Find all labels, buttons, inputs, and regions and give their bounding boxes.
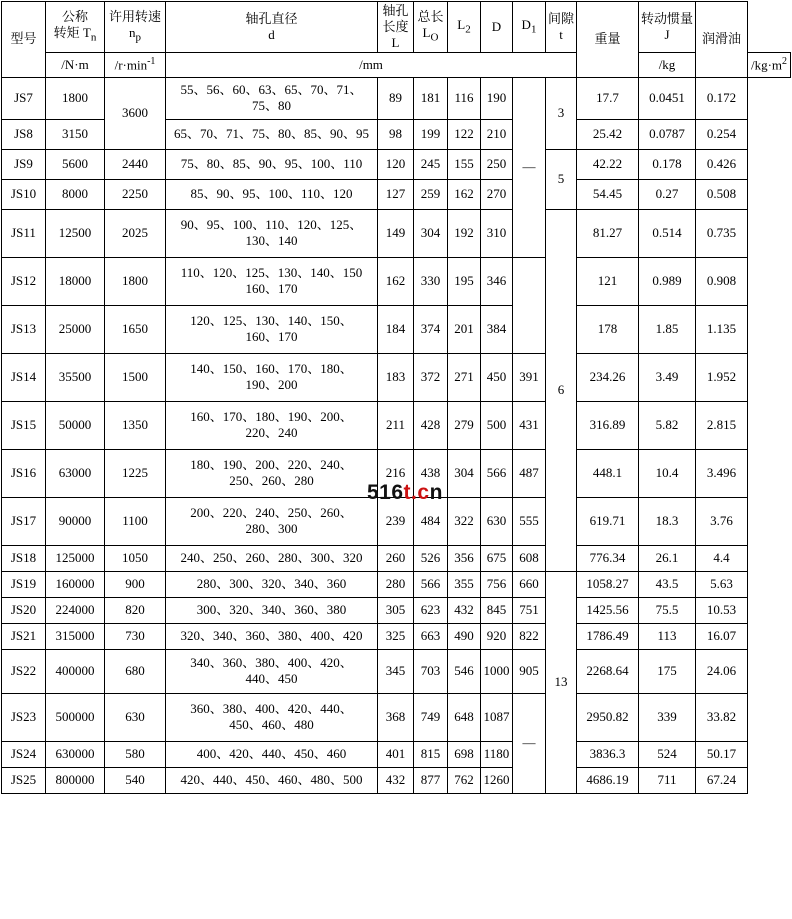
cell-weight: 25.42 (577, 119, 639, 149)
cell-speed: 1650 (105, 305, 166, 353)
cell-d: 450 (481, 353, 513, 401)
cell-l2: 546 (448, 649, 481, 693)
cell-speed: 2250 (105, 179, 166, 209)
cell-speed: 540 (105, 767, 166, 793)
spec-sheet (0, 1, 792, 919)
cell-oil: 0.508 (696, 179, 748, 209)
cell-weight: 54.45 (577, 179, 639, 209)
cell-oil: 0.735 (696, 209, 748, 257)
cell-speed: 2440 (105, 149, 166, 179)
cell-torque: 35500 (46, 353, 105, 401)
cell-inertia: 26.1 (639, 545, 696, 571)
cell-torque: 400000 (46, 649, 105, 693)
cell-weight: 1786.49 (577, 623, 639, 649)
table-row (2, 693, 791, 741)
table-row (2, 209, 791, 257)
cell-total-length: 484 (414, 497, 448, 545)
cell-oil: 4.4 (696, 545, 748, 571)
table-row (2, 649, 791, 693)
col-header-inertia: 转动惯量 J (639, 2, 696, 53)
cell-model: JS20 (2, 597, 46, 623)
cell-l2: 762 (448, 767, 481, 793)
cell-weight: 2950.82 (577, 693, 639, 741)
cell-total-length: 566 (414, 571, 448, 597)
cell-d: 500 (481, 401, 513, 449)
cell-gap: 5 (546, 149, 577, 209)
cell-d: 675 (481, 545, 513, 571)
cell-bore-length: 89 (378, 77, 414, 119)
cell-bore-length: 183 (378, 353, 414, 401)
unit-weight: /kg (639, 52, 696, 77)
cell-d1: — (513, 77, 546, 257)
cell-d: 920 (481, 623, 513, 649)
cell-bore-diameter: 300、320、340、360、380 (166, 597, 378, 623)
cell-oil: 50.17 (696, 741, 748, 767)
cell-bore-length: 280 (378, 571, 414, 597)
cell-total-length: 304 (414, 209, 448, 257)
cell-model: JS22 (2, 649, 46, 693)
cell-oil: 10.53 (696, 597, 748, 623)
cell-model: JS13 (2, 305, 46, 353)
cell-d: 566 (481, 449, 513, 497)
cell-speed: 1350 (105, 401, 166, 449)
cell-d1: 905 (513, 649, 546, 693)
table-head (2, 2, 791, 78)
cell-total-length: 181 (414, 77, 448, 119)
cell-bore-length: 127 (378, 179, 414, 209)
cell-speed: 1100 (105, 497, 166, 545)
table-row (2, 741, 791, 767)
cell-bore-length: 162 (378, 257, 414, 305)
cell-bore-diameter: 360、380、400、420、440、 450、460、480 (166, 693, 378, 741)
cell-torque: 315000 (46, 623, 105, 649)
cell-bore-length: 260 (378, 545, 414, 571)
cell-bore-length: 239 (378, 497, 414, 545)
table-row (2, 305, 791, 353)
cell-oil: 0.254 (696, 119, 748, 149)
cell-weight: 42.22 (577, 149, 639, 179)
col-header-bore-length: 轴孔 长度L (378, 2, 414, 53)
cell-total-length: 372 (414, 353, 448, 401)
cell-torque: 160000 (46, 571, 105, 597)
cell-oil: 16.07 (696, 623, 748, 649)
cell-total-length: 374 (414, 305, 448, 353)
table-row (2, 257, 791, 305)
cell-d: 190 (481, 77, 513, 119)
cell-l2: 279 (448, 401, 481, 449)
cell-d1: 555 (513, 497, 546, 545)
cell-bore-length: 98 (378, 119, 414, 149)
col-header-bore-diameter: 轴孔直径 d (166, 2, 378, 53)
cell-torque: 125000 (46, 545, 105, 571)
cell-weight: 121 (577, 257, 639, 305)
cell-d1: 391 (513, 353, 546, 401)
col-header-oil: 润滑油 (696, 2, 748, 78)
cell-speed: 680 (105, 649, 166, 693)
table-row (2, 767, 791, 793)
cell-bore-diameter: 65、70、71、75、80、85、90、95 (166, 119, 378, 149)
cell-total-length: 623 (414, 597, 448, 623)
cell-d: 346 (481, 257, 513, 305)
cell-total-length: 703 (414, 649, 448, 693)
cell-torque: 63000 (46, 449, 105, 497)
col-header-speed: 许用转速 $n_p$ (105, 2, 166, 53)
cell-torque: 224000 (46, 597, 105, 623)
cell-bore-length: 184 (378, 305, 414, 353)
cell-total-length: 199 (414, 119, 448, 149)
cell-l2: 648 (448, 693, 481, 741)
cell-l2: 201 (448, 305, 481, 353)
cell-speed: 580 (105, 741, 166, 767)
cell-oil: 0.172 (696, 77, 748, 119)
cell-model: JS8 (2, 119, 46, 149)
cell-d: 310 (481, 209, 513, 257)
cell-speed: 3600 (105, 77, 166, 149)
col-header-model: 型号 (2, 2, 46, 78)
cell-weight: 81.27 (577, 209, 639, 257)
cell-bore-diameter: 180、190、200、220、240、 250、260、280 (166, 449, 378, 497)
cell-torque: 8000 (46, 179, 105, 209)
col-header-torque: 公称 转矩 $T_n$ (46, 2, 105, 53)
table-row (2, 597, 791, 623)
cell-weight: 4686.19 (577, 767, 639, 793)
cell-inertia: 1.85 (639, 305, 696, 353)
cell-model: JS16 (2, 449, 46, 497)
cell-total-length: 245 (414, 149, 448, 179)
table-row (2, 149, 791, 179)
cell-torque: 630000 (46, 741, 105, 767)
cell-total-length: 259 (414, 179, 448, 209)
cell-oil: 5.63 (696, 571, 748, 597)
cell-d1: — (513, 693, 546, 793)
cell-bore-diameter: 280、300、320、340、360 (166, 571, 378, 597)
unit-row (2, 52, 791, 77)
cell-inertia: 43.5 (639, 571, 696, 597)
cell-inertia: 18.3 (639, 497, 696, 545)
cell-l2: 116 (448, 77, 481, 119)
cell-gap: 13 (546, 571, 577, 793)
cell-bore-length: 305 (378, 597, 414, 623)
cell-bore-length: 149 (378, 209, 414, 257)
cell-model: JS25 (2, 767, 46, 793)
cell-d: 756 (481, 571, 513, 597)
cell-torque: 500000 (46, 693, 105, 741)
cell-oil: 1.135 (696, 305, 748, 353)
cell-bore-length: 345 (378, 649, 414, 693)
cell-weight: 178 (577, 305, 639, 353)
table-row (2, 179, 791, 209)
cell-oil: 3.496 (696, 449, 748, 497)
cell-d: 1087 (481, 693, 513, 741)
cell-oil: 2.815 (696, 401, 748, 449)
col-header-total-length: 总长 $L_O$ (414, 2, 448, 53)
header-row (2, 2, 791, 53)
cell-speed: 1050 (105, 545, 166, 571)
cell-inertia: 339 (639, 693, 696, 741)
cell-total-length: 438 (414, 449, 448, 497)
cell-speed: 730 (105, 623, 166, 649)
cell-speed: 2025 (105, 209, 166, 257)
cell-bore-diameter: 110、120、125、130、140、150 160、170 (166, 257, 378, 305)
cell-d1: 822 (513, 623, 546, 649)
cell-oil: 24.06 (696, 649, 748, 693)
cell-inertia: 175 (639, 649, 696, 693)
cell-weight: 619.71 (577, 497, 639, 545)
cell-oil: 1.952 (696, 353, 748, 401)
cell-bore-length: 211 (378, 401, 414, 449)
col-header-d1: $D_1$ (513, 2, 546, 53)
cell-torque: 5600 (46, 149, 105, 179)
cell-d: 250 (481, 149, 513, 179)
cell-l2: 195 (448, 257, 481, 305)
cell-model: JS7 (2, 77, 46, 119)
cell-model: JS21 (2, 623, 46, 649)
cell-bore-length: 401 (378, 741, 414, 767)
cell-d: 630 (481, 497, 513, 545)
cell-bore-diameter: 75、80、85、90、95、100、110 (166, 149, 378, 179)
col-header-l2: $L_2$ (448, 2, 481, 53)
cell-model: JS17 (2, 497, 46, 545)
cell-total-length: 815 (414, 741, 448, 767)
cell-bore-length: 120 (378, 149, 414, 179)
cell-bore-diameter: 340、360、380、400、420、 440、450 (166, 649, 378, 693)
cell-l2: 698 (448, 741, 481, 767)
cell-inertia: 0.514 (639, 209, 696, 257)
watermark: 516t.cn (367, 481, 443, 504)
cell-d: 845 (481, 597, 513, 623)
cell-weight: 1058.27 (577, 571, 639, 597)
cell-model: JS24 (2, 741, 46, 767)
cell-bore-length: 368 (378, 693, 414, 741)
cell-bore-diameter: 240、250、260、280、300、320 (166, 545, 378, 571)
table-row (2, 623, 791, 649)
cell-d: 1000 (481, 649, 513, 693)
cell-d1: 431 (513, 401, 546, 449)
cell-total-length: 428 (414, 401, 448, 449)
cell-bore-diameter: 90、95、100、110、120、125、 130、140 (166, 209, 378, 257)
cell-bore-diameter: 200、220、240、250、260、 280、300 (166, 497, 378, 545)
cell-inertia: 524 (639, 741, 696, 767)
cell-l2: 304 (448, 449, 481, 497)
cell-weight: 234.26 (577, 353, 639, 401)
cell-model: JS19 (2, 571, 46, 597)
cell-total-length: 877 (414, 767, 448, 793)
unit-inertia: $/kg\cdot m^2$ (748, 52, 791, 77)
cell-inertia: 75.5 (639, 597, 696, 623)
cell-bore-diameter: 85、90、95、100、110、120 (166, 179, 378, 209)
cell-bore-diameter: 420、440、450、460、480、500 (166, 767, 378, 793)
unit-speed: $/r\cdot\min^{-1}$ (105, 52, 166, 77)
cell-inertia: 0.27 (639, 179, 696, 209)
unit-dimensions: /mm (166, 52, 577, 77)
cell-model: JS11 (2, 209, 46, 257)
cell-torque: 3150 (46, 119, 105, 149)
cell-inertia: 3.49 (639, 353, 696, 401)
cell-inertia: 711 (639, 767, 696, 793)
cell-total-length: 330 (414, 257, 448, 305)
cell-total-length: 526 (414, 545, 448, 571)
cell-d1: 608 (513, 545, 546, 571)
cell-bore-length: 432 (378, 767, 414, 793)
cell-l2: 356 (448, 545, 481, 571)
cell-l2: 122 (448, 119, 481, 149)
cell-bore-diameter: 55、56、60、63、65、70、71、 75、80 (166, 77, 378, 119)
cell-bore-length: 216 (378, 449, 414, 497)
cell-speed: 630 (105, 693, 166, 741)
cell-speed: 820 (105, 597, 166, 623)
cell-bore-diameter: 160、170、180、190、200、 220、240 (166, 401, 378, 449)
cell-d: 1260 (481, 767, 513, 793)
cell-weight: 1425.56 (577, 597, 639, 623)
cell-model: JS9 (2, 149, 46, 179)
cell-torque: 1800 (46, 77, 105, 119)
cell-weight: 3836.3 (577, 741, 639, 767)
cell-l2: 432 (448, 597, 481, 623)
cell-weight: 2268.64 (577, 649, 639, 693)
table-row (2, 449, 791, 497)
table-row (2, 571, 791, 597)
cell-model: JS12 (2, 257, 46, 305)
cell-d1 (513, 257, 546, 353)
coupling-spec-table (1, 1, 791, 794)
col-header-d: D (481, 2, 513, 53)
cell-total-length: 749 (414, 693, 448, 741)
table-row (2, 497, 791, 545)
cell-speed: 1500 (105, 353, 166, 401)
table-body (2, 77, 791, 793)
cell-inertia: 0.178 (639, 149, 696, 179)
table-row (2, 77, 791, 119)
cell-bore-length: 325 (378, 623, 414, 649)
unit-torque: /N·m (46, 52, 105, 77)
cell-l2: 192 (448, 209, 481, 257)
cell-bore-diameter: 140、150、160、170、180、 190、200 (166, 353, 378, 401)
cell-torque: 18000 (46, 257, 105, 305)
cell-d: 1180 (481, 741, 513, 767)
col-header-gap: 间隙 t (546, 2, 577, 53)
cell-torque: 800000 (46, 767, 105, 793)
cell-inertia: 0.0787 (639, 119, 696, 149)
cell-gap: 6 (546, 209, 577, 571)
cell-l2: 322 (448, 497, 481, 545)
cell-torque: 25000 (46, 305, 105, 353)
cell-d1: 487 (513, 449, 546, 497)
cell-model: JS18 (2, 545, 46, 571)
cell-d: 384 (481, 305, 513, 353)
table-row (2, 545, 791, 571)
cell-inertia: 0.0451 (639, 77, 696, 119)
cell-model: JS14 (2, 353, 46, 401)
cell-oil: 67.24 (696, 767, 748, 793)
cell-weight: 776.34 (577, 545, 639, 571)
cell-torque: 12500 (46, 209, 105, 257)
cell-weight: 448.1 (577, 449, 639, 497)
cell-oil: 3.76 (696, 497, 748, 545)
cell-oil: 0.908 (696, 257, 748, 305)
cell-gap: 3 (546, 77, 577, 149)
cell-total-length: 663 (414, 623, 448, 649)
cell-inertia: 0.989 (639, 257, 696, 305)
cell-weight: 17.7 (577, 77, 639, 119)
cell-oil: 0.426 (696, 149, 748, 179)
cell-inertia: 10.4 (639, 449, 696, 497)
cell-speed: 900 (105, 571, 166, 597)
cell-weight: 316.89 (577, 401, 639, 449)
cell-inertia: 5.82 (639, 401, 696, 449)
cell-model: JS23 (2, 693, 46, 741)
cell-model: JS15 (2, 401, 46, 449)
cell-l2: 355 (448, 571, 481, 597)
cell-l2: 271 (448, 353, 481, 401)
cell-torque: 90000 (46, 497, 105, 545)
cell-oil: 33.82 (696, 693, 748, 741)
cell-model: JS10 (2, 179, 46, 209)
cell-bore-diameter: 400、420、440、450、460 (166, 741, 378, 767)
cell-inertia: 113 (639, 623, 696, 649)
cell-l2: 490 (448, 623, 481, 649)
cell-bore-diameter: 120、125、130、140、150、 160、170 (166, 305, 378, 353)
table-row (2, 353, 791, 401)
col-header-weight: 重量 (577, 2, 639, 78)
cell-speed: 1800 (105, 257, 166, 305)
cell-speed: 1225 (105, 449, 166, 497)
cell-d1: 751 (513, 597, 546, 623)
cell-l2: 155 (448, 149, 481, 179)
cell-d1: 660 (513, 571, 546, 597)
cell-d: 270 (481, 179, 513, 209)
cell-d: 210 (481, 119, 513, 149)
cell-bore-diameter: 320、340、360、380、400、420 (166, 623, 378, 649)
table-row (2, 401, 791, 449)
cell-torque: 50000 (46, 401, 105, 449)
cell-l2: 162 (448, 179, 481, 209)
